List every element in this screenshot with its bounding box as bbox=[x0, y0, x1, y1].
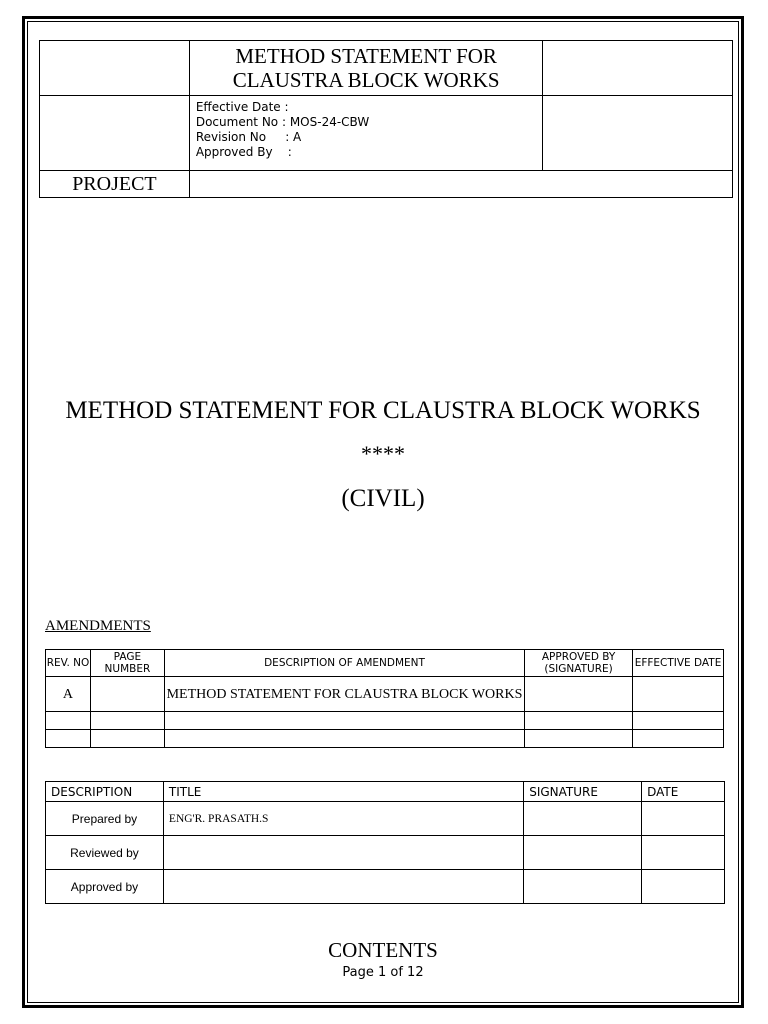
header-title-line1: METHOD STATEMENT FOR bbox=[235, 44, 497, 68]
table-row bbox=[46, 836, 725, 870]
col-description: DESCRIPTION OF AMENDMENT bbox=[164, 650, 524, 677]
date-cell bbox=[633, 730, 724, 748]
approved-cell bbox=[525, 712, 633, 730]
amendments-heading: AMENDMENTS bbox=[45, 618, 151, 634]
col-date: DATE bbox=[642, 782, 725, 802]
header-title-line2: CLAUSTRA BLOCK WORKS bbox=[232, 68, 500, 92]
amendments-table bbox=[45, 649, 724, 748]
col-title: TITLE bbox=[163, 782, 523, 802]
page-number: Page 1 of 12 bbox=[342, 965, 424, 980]
date-cell bbox=[642, 870, 725, 904]
approved-by-name bbox=[163, 870, 523, 904]
document-main-title: METHOD STATEMENT FOR CLAUSTRA BLOCK WORKS bbox=[65, 397, 701, 424]
rev-cell bbox=[46, 730, 91, 748]
col-effective-date: EFFECTIVE DATE bbox=[633, 650, 724, 677]
header-logo-cell bbox=[40, 41, 190, 96]
description-cell: METHOD STATEMENT FOR CLAUSTRA BLOCK WORKS bbox=[164, 677, 524, 712]
table-row bbox=[46, 677, 724, 712]
header-meta-right-cell bbox=[543, 96, 733, 171]
approved-cell bbox=[525, 677, 633, 712]
revision-number: Revision No : A bbox=[195, 130, 302, 144]
prepared-by-label: Prepared by bbox=[46, 802, 164, 836]
reviewed-by-label: Reviewed by bbox=[46, 836, 164, 870]
date-cell bbox=[642, 802, 725, 836]
table-row bbox=[46, 870, 725, 904]
rev-cell: A bbox=[46, 677, 91, 712]
prepared-by-name: ENG'R. PRASATH.S bbox=[163, 802, 523, 836]
col-page-number: PAGE NUMBER bbox=[90, 650, 164, 677]
title-stars: **** bbox=[361, 441, 405, 466]
document-header-table bbox=[39, 40, 733, 198]
date-cell bbox=[633, 712, 724, 730]
description-cell bbox=[164, 730, 524, 748]
header-meta bbox=[189, 96, 543, 171]
col-signature: SIGNATURE bbox=[524, 782, 642, 802]
date-cell bbox=[642, 836, 725, 870]
approved-by: Approved By : bbox=[195, 145, 292, 159]
page-cell bbox=[90, 677, 164, 712]
rev-cell bbox=[46, 712, 91, 730]
header-title bbox=[189, 41, 543, 96]
header-blank-cell bbox=[40, 96, 190, 171]
discipline-label: (CIVIL) bbox=[341, 485, 425, 512]
effective-date: Effective Date : bbox=[195, 100, 289, 114]
amendments-header-row bbox=[46, 650, 724, 677]
date-cell bbox=[633, 677, 724, 712]
signature-cell bbox=[524, 870, 642, 904]
document-number: Document No : MOS-24-CBW bbox=[195, 115, 370, 129]
signature-cell bbox=[524, 836, 642, 870]
project-label: PROJECT bbox=[40, 171, 190, 198]
project-value-cell bbox=[189, 171, 732, 198]
approved-cell bbox=[525, 730, 633, 748]
col-rev-no: REV. NO bbox=[46, 650, 91, 677]
col-description: DESCRIPTION bbox=[46, 782, 164, 802]
table-row bbox=[46, 730, 724, 748]
table-row bbox=[46, 802, 725, 836]
header-right-cell bbox=[543, 41, 733, 96]
approved-by-label: Approved by bbox=[46, 870, 164, 904]
contents-heading: CONTENTS bbox=[328, 938, 438, 962]
signoff-header-row bbox=[46, 782, 725, 802]
description-cell bbox=[164, 712, 524, 730]
table-row bbox=[46, 712, 724, 730]
col-approved-by: APPROVED BY (SIGNATURE) bbox=[525, 650, 633, 677]
reviewed-by-name bbox=[163, 836, 523, 870]
page-cell bbox=[90, 712, 164, 730]
signature-cell bbox=[524, 802, 642, 836]
signoff-table bbox=[45, 781, 725, 904]
page-cell bbox=[90, 730, 164, 748]
